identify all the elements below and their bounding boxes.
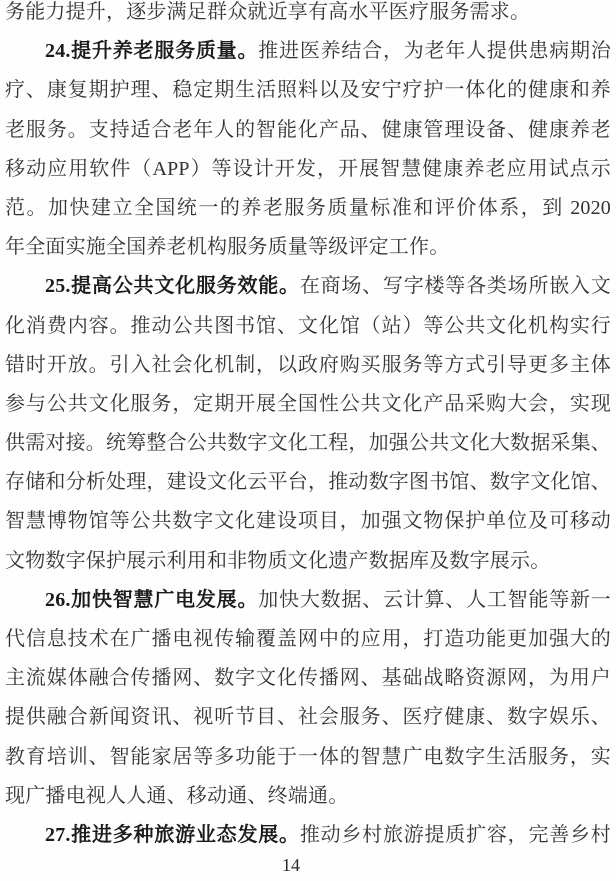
line-text: 疗、康复期护理、稳定期生活照料以及安宁疗护一体化的健康和养 <box>5 79 611 102</box>
line-text: 现广播电视人人通、移动通、终端通。 <box>5 784 349 807</box>
text-line <box>5 189 611 228</box>
line-text: 加快大数据、云计算、人工智能等新一 <box>258 588 611 611</box>
text-line <box>5 620 611 659</box>
document-body <box>5 0 611 855</box>
text-line <box>5 385 611 424</box>
page-number: 14 <box>282 855 300 875</box>
text-line <box>5 542 611 581</box>
text-line <box>5 738 611 777</box>
paragraph-heading: 27.推进多种旅游业态发展。 <box>45 823 300 846</box>
paragraph-first-line <box>5 581 611 620</box>
text-line <box>5 0 611 32</box>
line-text: 移动应用软件（APP）等设计开发，开展智慧健康养老应用试点示 <box>5 157 611 180</box>
text-line <box>5 502 611 541</box>
line-text: 推动乡村旅游提质扩容，完善乡村 <box>299 823 611 846</box>
line-text: 存储和分析处理，建设文化云平台，推动数字图书馆、数字文化馆、 <box>5 471 611 494</box>
paragraph-first-line <box>5 32 611 71</box>
line-text: 在商场、写字楼等各类场所嵌入文 <box>299 275 611 298</box>
text-line <box>5 111 611 150</box>
line-text: 年全面实施全国养老机构服务质量等级评定工作。 <box>5 236 450 259</box>
line-text: 老服务。支持适合老年人的智能化产品、健康管理设备、健康养老 <box>5 118 611 141</box>
text-line <box>5 346 611 385</box>
text-line <box>5 150 611 189</box>
text-line <box>5 659 611 698</box>
line-text: 智慧博物馆等公共数字文化建设项目，加强文物保护单位及可移动 <box>5 510 611 533</box>
paragraph-heading: 26.加快智慧广电发展。 <box>45 588 259 611</box>
line-text: 推进医养结合，为老年人提供患病期治 <box>258 40 611 63</box>
text-line <box>5 777 611 816</box>
text-line <box>5 463 611 502</box>
text-line <box>5 228 611 267</box>
line-text: 范。加快建立全国统一的养老服务质量标准和评价体系，到 2020 <box>5 196 611 219</box>
line-text: 参与公共文化服务，定期开展全国性公共文化产品采购大会，实现 <box>5 392 611 415</box>
page-footer <box>0 855 616 881</box>
paragraph-first-line <box>5 816 611 855</box>
line-text: 提供融合新闻资讯、视听节目、社会服务、医疗健康、数字娱乐、 <box>5 706 611 729</box>
paragraph-heading: 24.提升养老服务质量。 <box>45 40 259 63</box>
paragraph-first-line <box>5 267 611 306</box>
line-text: 主流媒体融合传播网、数字文化传播网、基础战略资源网，为用户 <box>5 667 611 690</box>
line-text: 供需对接。统筹整合公共数字文化工程，加强公共文化大数据采集、 <box>5 432 611 455</box>
line-text: 务能力提升，逐步满足群众就近享有高水平医疗服务需求。 <box>5 1 531 23</box>
text-line <box>5 698 611 737</box>
line-text: 错时开放。引入社会化机制，以政府购买服务等方式引导更多主体 <box>5 353 611 376</box>
line-text: 化消费内容。推动公共图书馆、文化馆（站）等公共文化机构实行 <box>5 314 611 337</box>
line-text: 代信息技术在广播电视传输覆盖网中的应用，打造功能更加强大的 <box>5 628 611 650</box>
text-line <box>5 307 611 346</box>
paragraph-heading: 25.提高公共文化服务效能。 <box>45 275 300 298</box>
text-line <box>5 424 611 463</box>
line-text: 文物数字保护展示利用和非物质文化遗产数据库及数字展示。 <box>5 549 551 572</box>
line-text: 教育培训、智能家居等多功能于一体的智慧广电数字生活服务，实 <box>5 745 611 768</box>
text-line <box>5 71 611 110</box>
